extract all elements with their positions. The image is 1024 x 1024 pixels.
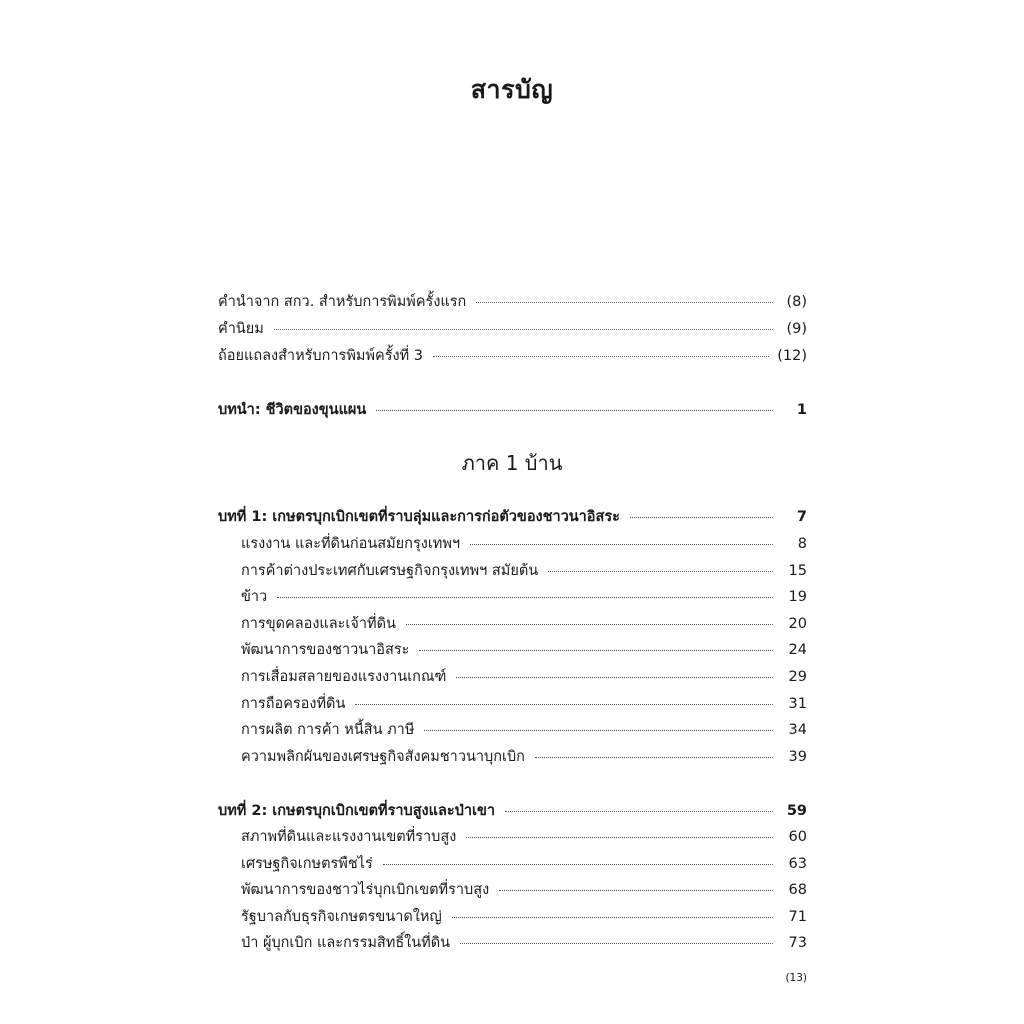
toc-entry-section <box>241 745 807 769</box>
dot-leader <box>452 917 773 918</box>
toc-entry-label: บทนำ: ชีวิตของขุนแผน <box>218 402 367 418</box>
toc-entry-page: 8 <box>797 536 807 552</box>
dot-leader <box>406 624 773 625</box>
toc-entry-page: 24 <box>788 642 807 658</box>
toc-entry-label: คำนำจาก สกว. สำหรับการพิมพ์ครั้งแรก <box>218 294 467 310</box>
part-heading: ภาค 1 บ้าน <box>461 451 563 475</box>
toc-entry-section <box>241 638 807 662</box>
toc-entry-label: คำนิยม <box>218 321 264 337</box>
toc-entry-page: 15 <box>788 563 807 579</box>
toc-entry-page: 39 <box>788 749 807 765</box>
toc-entry-chapter <box>218 505 807 529</box>
toc-entry-section <box>241 878 807 902</box>
dot-leader <box>499 890 773 891</box>
toc-entry-label: เศรษฐกิจเกษตรพืชไร่ <box>241 856 373 872</box>
toc-entry-page: 19 <box>788 589 807 605</box>
toc-entry-page: 7 <box>796 509 807 525</box>
dot-leader <box>383 864 773 865</box>
dot-leader <box>630 517 773 518</box>
toc-entry-section <box>241 905 807 929</box>
toc-entry-label: พัฒนาการของชาวไร่บุกเบิกเขตที่ราบสูง <box>241 882 490 898</box>
toc-entry-section <box>241 825 807 849</box>
toc-entry-page: 73 <box>788 935 807 951</box>
dot-leader <box>433 356 769 357</box>
dot-leader <box>355 704 773 705</box>
toc-entry-page: 63 <box>788 856 807 872</box>
toc-entry-label: การถือครองที่ดิน <box>241 696 346 712</box>
toc-entry-introduction <box>218 398 807 422</box>
toc-entry-label: การเสื่อมสลายของแรงงานเกณฑ์ <box>241 669 447 685</box>
toc-entry-page: 31 <box>788 696 807 712</box>
dot-leader <box>460 943 773 944</box>
toc-entry-section <box>241 612 807 636</box>
dot-leader <box>277 597 773 598</box>
toc-entry-front-matter <box>218 344 807 368</box>
toc-entry-front-matter <box>218 317 807 341</box>
toc-entry-section <box>241 718 807 742</box>
toc-entry-page: 60 <box>788 829 807 845</box>
toc-entry-page: 68 <box>788 882 807 898</box>
dot-leader <box>456 677 773 678</box>
dot-leader <box>419 650 773 651</box>
toc-entry-label: บทที่ 1: เกษตรบุกเบิกเขตที่ราบลุ่มและการก่อตัวของชาวนาอิสระ <box>218 509 620 525</box>
toc-entry-page: 71 <box>788 909 807 925</box>
toc-entry-section <box>241 852 807 876</box>
dot-leader <box>535 757 773 758</box>
toc-entry-label: สภาพที่ดินและแรงงานเขตที่ราบสูง <box>241 829 457 845</box>
toc-entry-front-matter <box>218 290 807 314</box>
toc-entry-chapter <box>218 799 807 823</box>
toc-entry-page: 34 <box>788 722 807 738</box>
toc-entry-section <box>241 559 807 583</box>
toc-entry-label: ป่า ผู้บุกเบิก และกรรมสิทธิ์ในที่ดิน <box>241 935 451 951</box>
dot-leader <box>476 302 773 303</box>
toc-entry-page: (8) <box>786 294 807 310</box>
toc-entry-section <box>241 665 807 689</box>
toc-entry-label: ข้าว <box>241 589 268 605</box>
toc-entry-page: 29 <box>788 669 807 685</box>
toc-entry-label: แรงงาน และที่ดินก่อนสมัยกรุงเทพฯ <box>241 536 461 552</box>
toc-entry-label: การผลิต การค้า หนี้สิน ภาษี <box>241 722 415 738</box>
toc-entry-section <box>241 585 807 609</box>
toc-entry-label: พัฒนาการของชาวนาอิสระ <box>241 642 410 658</box>
toc-entry-page: 20 <box>788 616 807 632</box>
dot-leader <box>505 811 773 812</box>
toc-entry-label: บทที่ 2: เกษตรบุกเบิกเขตที่ราบสูงและป่าเขา <box>218 803 496 819</box>
toc-entry-label: รัฐบาลกับธุรกิจเกษตรขนาดใหญ่ <box>241 909 442 925</box>
dot-leader <box>274 329 773 330</box>
page-number: (13) <box>785 972 807 984</box>
toc-entry-page: (9) <box>786 321 807 337</box>
dot-leader <box>470 544 773 545</box>
dot-leader <box>424 730 773 731</box>
dot-leader <box>376 410 773 411</box>
toc-entry-section <box>241 692 807 716</box>
toc-entry-page: 59 <box>786 803 807 819</box>
toc-entry-page: 1 <box>796 402 807 418</box>
toc-entry-label: การขุดคลองและเจ้าที่ดิน <box>241 616 396 632</box>
toc-entry-section <box>241 532 807 556</box>
toc-entry-label: การค้าต่างประเทศกับเศรษฐกิจกรุงเทพฯ สมัยต้น <box>241 563 539 579</box>
dot-leader <box>466 837 773 838</box>
toc-title: สารบัญ <box>470 75 554 104</box>
toc-entry-section <box>241 931 807 955</box>
toc-entry-page: (12) <box>777 348 807 364</box>
toc-entry-label: ความพลิกผันของเศรษฐกิจสังคมชาวนาบุกเบิก <box>241 749 525 765</box>
toc-entry-label: ถ้อยแถลงสำหรับการพิมพ์ครั้งที่ 3 <box>218 348 423 364</box>
dot-leader <box>548 571 773 572</box>
